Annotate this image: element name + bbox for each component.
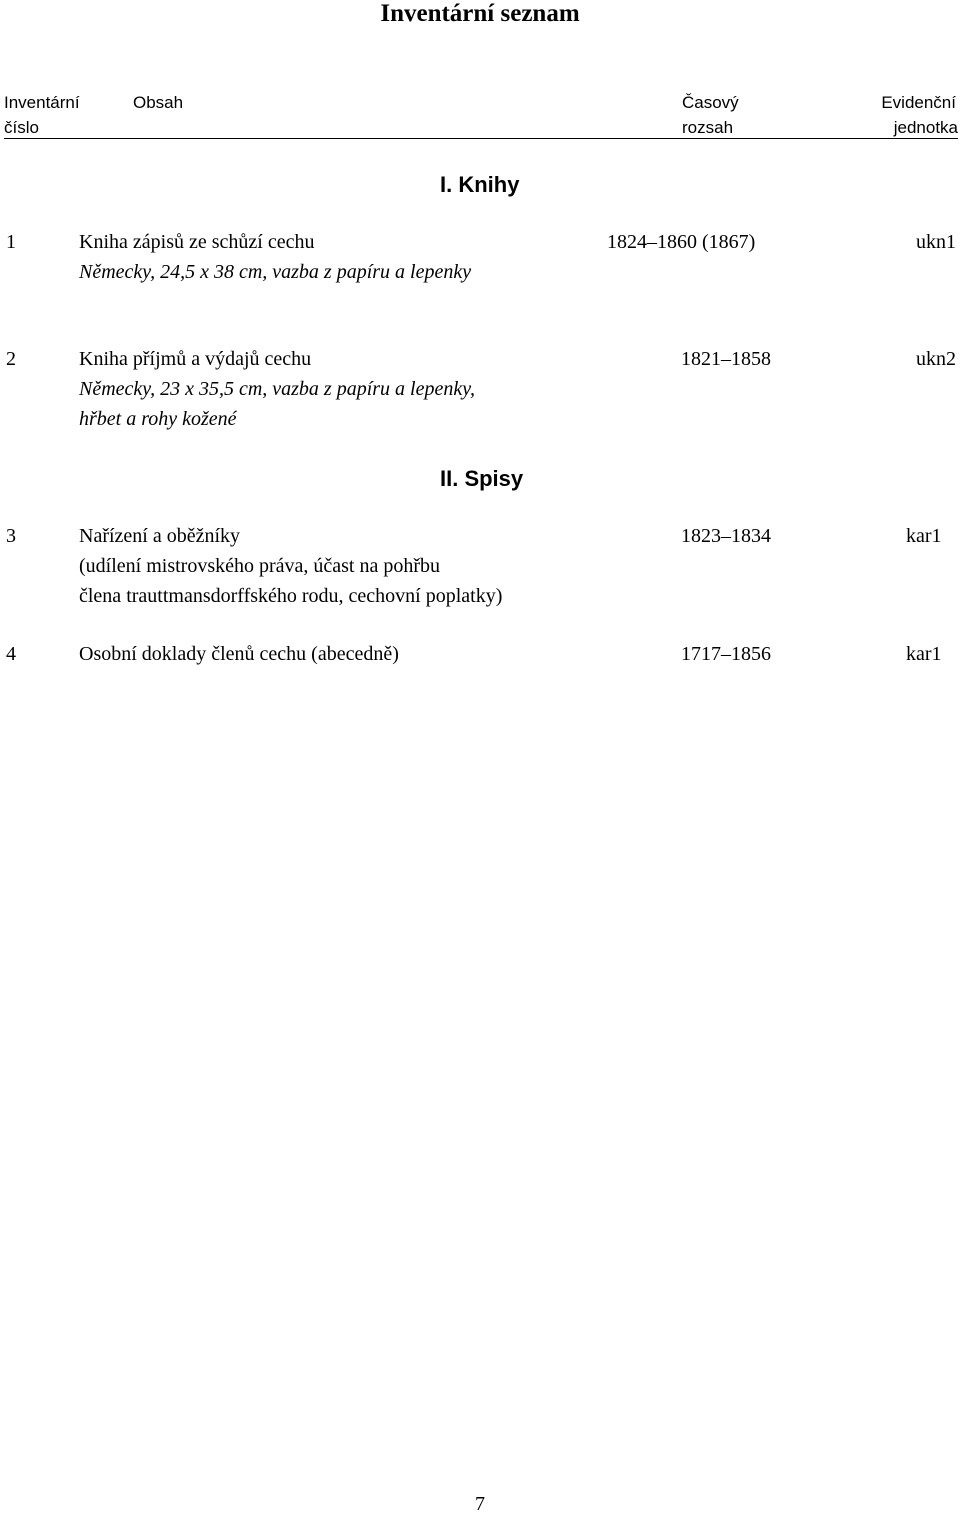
entry-note: Německy, 23 x 35,5 cm, vazba z papíru a lepenky, (79, 378, 476, 400)
header-time-range-line1: Časový (682, 93, 739, 112)
entry-unit: kar1 (906, 643, 942, 665)
entry-time-range: 1821–1858 (681, 348, 771, 370)
entry-note: hřbet a rohy kožené (79, 408, 237, 430)
entry-unit: ukn1 (916, 231, 956, 253)
entry-number: 1 (6, 231, 16, 253)
entry-title: Kniha zápisů ze schůzí cechu (79, 231, 315, 253)
entry-title: Osobní doklady členů cechu (abecedně) (79, 643, 399, 665)
page-title: Inventární seznam (380, 0, 580, 27)
entry-time-range: 1717–1856 (681, 643, 771, 665)
header-divider (4, 138, 958, 139)
section-heading-files: II. Spisy (440, 466, 524, 491)
header-inventory-number-line2: číslo (4, 118, 39, 137)
entry-number: 4 (6, 643, 16, 665)
entry-title: Kniha příjmů a výdajů cechu (79, 348, 312, 370)
header-time-range-line2: rozsah (682, 118, 734, 137)
entry-title: Nařízení a oběžníky (79, 525, 241, 547)
entry-number: 3 (6, 525, 16, 547)
header-content: Obsah (133, 93, 184, 112)
entry-number: 2 (6, 348, 16, 370)
entry-note: Německy, 24,5 x 38 cm, vazba z papíru a lepenky (79, 261, 472, 283)
header-inventory-number-line1: Inventární (4, 93, 80, 112)
header-unit-line1: Evidenční (881, 93, 956, 112)
entry-detail: (udílení mistrovského práva, účast na pohřbu (79, 555, 441, 577)
page-number: 7 (475, 1493, 485, 1515)
section-heading-books: I. Knihy (440, 172, 520, 197)
entry-unit: ukn2 (916, 348, 956, 370)
entry-detail: člena trauttmansdorffského rodu, cechovní poplatky) (79, 585, 503, 607)
header-unit-line2: jednotka (893, 118, 958, 137)
entry-unit: kar1 (906, 525, 942, 547)
entry-time-range: 1824–1860 (1867) (607, 231, 756, 253)
entry-time-range: 1823–1834 (681, 525, 771, 547)
